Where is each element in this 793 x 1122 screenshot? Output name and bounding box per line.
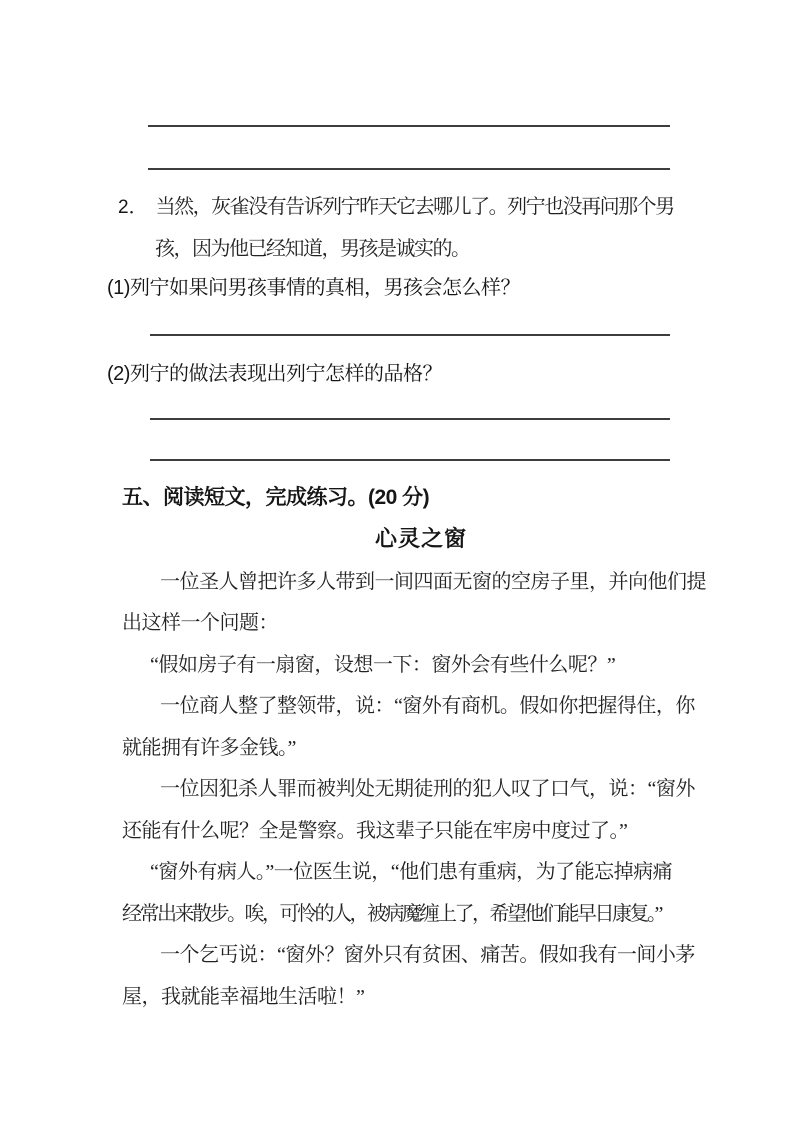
answer-line <box>148 168 670 170</box>
passage-line: 一位圣人曾把许多人带到一间四面无窗的空房子里，并向他们提 <box>160 571 706 593</box>
passage-line: 经常出来散步。唉，可怜的人，被病魔缠上了，希望他们能早日康复。” <box>122 903 661 925</box>
answer-line <box>148 125 670 127</box>
passage-line: “窗外有病人。”一位医生说，“他们患有重病，为了能忘掉病痛 <box>150 861 673 883</box>
answer-line <box>150 334 670 336</box>
passage-title: 心灵之窗 <box>375 526 468 551</box>
passage-line: 一位因犯杀人罪而被判处无期徒刑的犯人叹了口气，说：“窗外 <box>160 778 695 800</box>
section-5-heading: 五、阅读短文，完成练习。(20 分) <box>122 486 430 509</box>
passage-line: 一个乞丐说：“窗外？窗外只有贫困、痛苦。假如我有一间小茅 <box>160 944 695 966</box>
item-2-line-1 <box>118 190 674 219</box>
passage-line: 就能拥有许多金钱。” <box>122 737 296 759</box>
passage-line: 屋，我就能幸福地生活啦！” <box>122 986 365 1008</box>
question-1: (1)列宁如果问男孩事情的真相，男孩会怎么样？ <box>107 277 520 299</box>
answer-line <box>150 418 670 420</box>
question-2: (2)列宁的做法表现出列宁怎样的品格？ <box>107 363 442 385</box>
passage-line: 还能有什么呢？全是警察。我这辈子只能在牢房中度过了。” <box>122 820 628 842</box>
item-2-line-2: 孩，因为他已经知道，男孩是诚实的。 <box>155 238 470 260</box>
passage-line: “假如房子有一扇窗，设想一下：窗外会有些什么呢？” <box>150 654 616 676</box>
item-2-number: 2． <box>118 197 148 218</box>
answer-line <box>150 459 670 461</box>
item-2-text: 当然，灰雀没有告诉列宁昨天它去哪儿了。列宁也没再问那个男 <box>155 196 674 218</box>
passage-line: 一位商人整了整领带，说：“窗外有商机。假如你把握得住，你 <box>160 695 695 717</box>
passage-line: 出这样一个问题： <box>122 612 278 634</box>
